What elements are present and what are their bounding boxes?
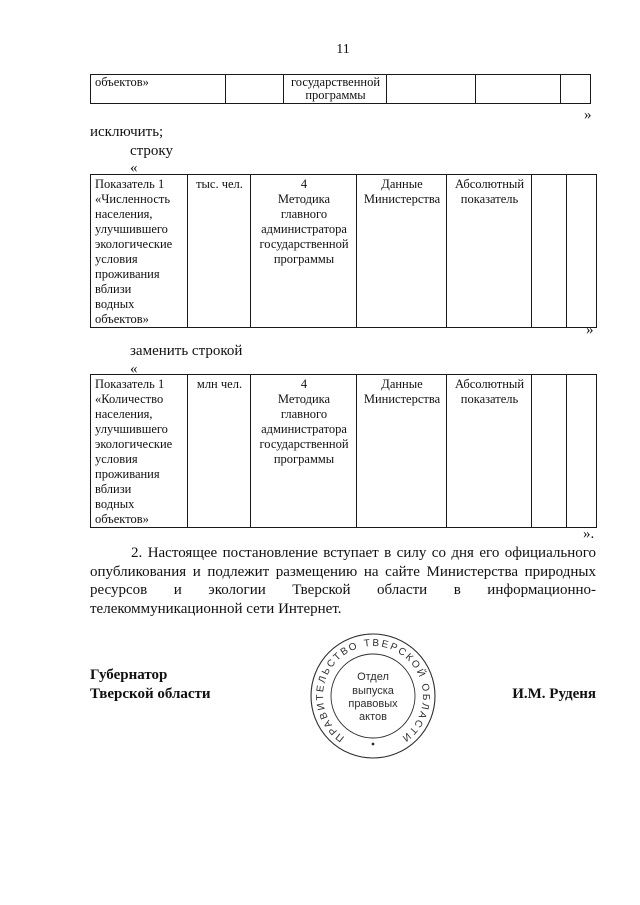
table-row <box>91 75 591 104</box>
cell-source: Данные Министерства <box>357 175 447 328</box>
cell-empty <box>387 75 476 104</box>
table-row <box>91 175 597 328</box>
page-number: 11 <box>336 42 350 57</box>
stamp-dot <box>372 743 375 746</box>
stamp-ring-textpath: ПРАВИТЕЛЬСТВО ТВЕРСКОЙ ОБЛАСТИ <box>314 637 432 744</box>
cell-empty <box>532 175 567 328</box>
cell-indicator-type: Абсолютный показатель <box>447 375 532 528</box>
cell-empty <box>567 175 597 328</box>
cell-empty <box>226 75 284 104</box>
opening-quote: « <box>130 361 138 377</box>
signatory-region: Тверской области <box>90 686 211 702</box>
cell-empty <box>561 75 591 104</box>
table-row-new <box>90 374 597 528</box>
cell-method: 4 Методика главного администратора государственной программы <box>251 375 357 528</box>
signatory-position: Губернатор <box>90 667 168 683</box>
table-row-old <box>90 174 597 328</box>
instruction-exclude: исключить; <box>90 124 164 140</box>
stamp-inner-line: выпуска <box>352 685 394 697</box>
cell-unit: млн чел. <box>188 375 251 528</box>
cell-indicator-type: Абсолютный показатель <box>447 175 532 328</box>
cell-indicator: Показатель 1 «Количество населения, улучшившего экологические условия проживания вблизи водных объектов» <box>91 375 188 528</box>
row-label: строку <box>130 143 173 159</box>
closing-quote: ». <box>583 526 595 542</box>
cell-source: Данные Министерства <box>357 375 447 528</box>
cell-indicator: Показатель 1 «Численность населения, улучшившего экологические условия проживания вблизи водных объектов» <box>91 175 188 328</box>
stamp-graphic <box>308 631 438 761</box>
signatory-name: И.М. Руденя <box>512 686 596 702</box>
cell-unit: тыс. чел. <box>188 175 251 328</box>
stamp-inner-line: Отдел <box>357 671 389 683</box>
table-row <box>91 375 597 528</box>
closing-quote: » <box>584 107 592 123</box>
stamp-inner-line: актов <box>359 711 387 723</box>
instruction-replace: заменить строкой <box>130 343 243 359</box>
cell-empty <box>532 375 567 528</box>
table-fragment-previous <box>90 74 591 104</box>
opening-quote: « <box>130 160 138 176</box>
stamp-inner-line: правовых <box>348 698 398 710</box>
paragraph-effective-date: 2. Настоящее постановление вступает в силу со дня его официального опубликования и подлежит размещению на сайте Министерства природных ресурсов и экологии Тверской области в информационно-телекоммуникационной сети Интернет. <box>90 545 596 618</box>
cell-empty <box>567 375 597 528</box>
cell-empty <box>476 75 561 104</box>
cell-method: государственной программы <box>284 75 387 104</box>
cell-method: 4 Методика главного администратора государственной программы <box>251 175 357 328</box>
closing-quote: » <box>586 322 594 338</box>
stamp-seal <box>308 631 438 761</box>
cell-indicator: объектов» <box>91 75 226 104</box>
